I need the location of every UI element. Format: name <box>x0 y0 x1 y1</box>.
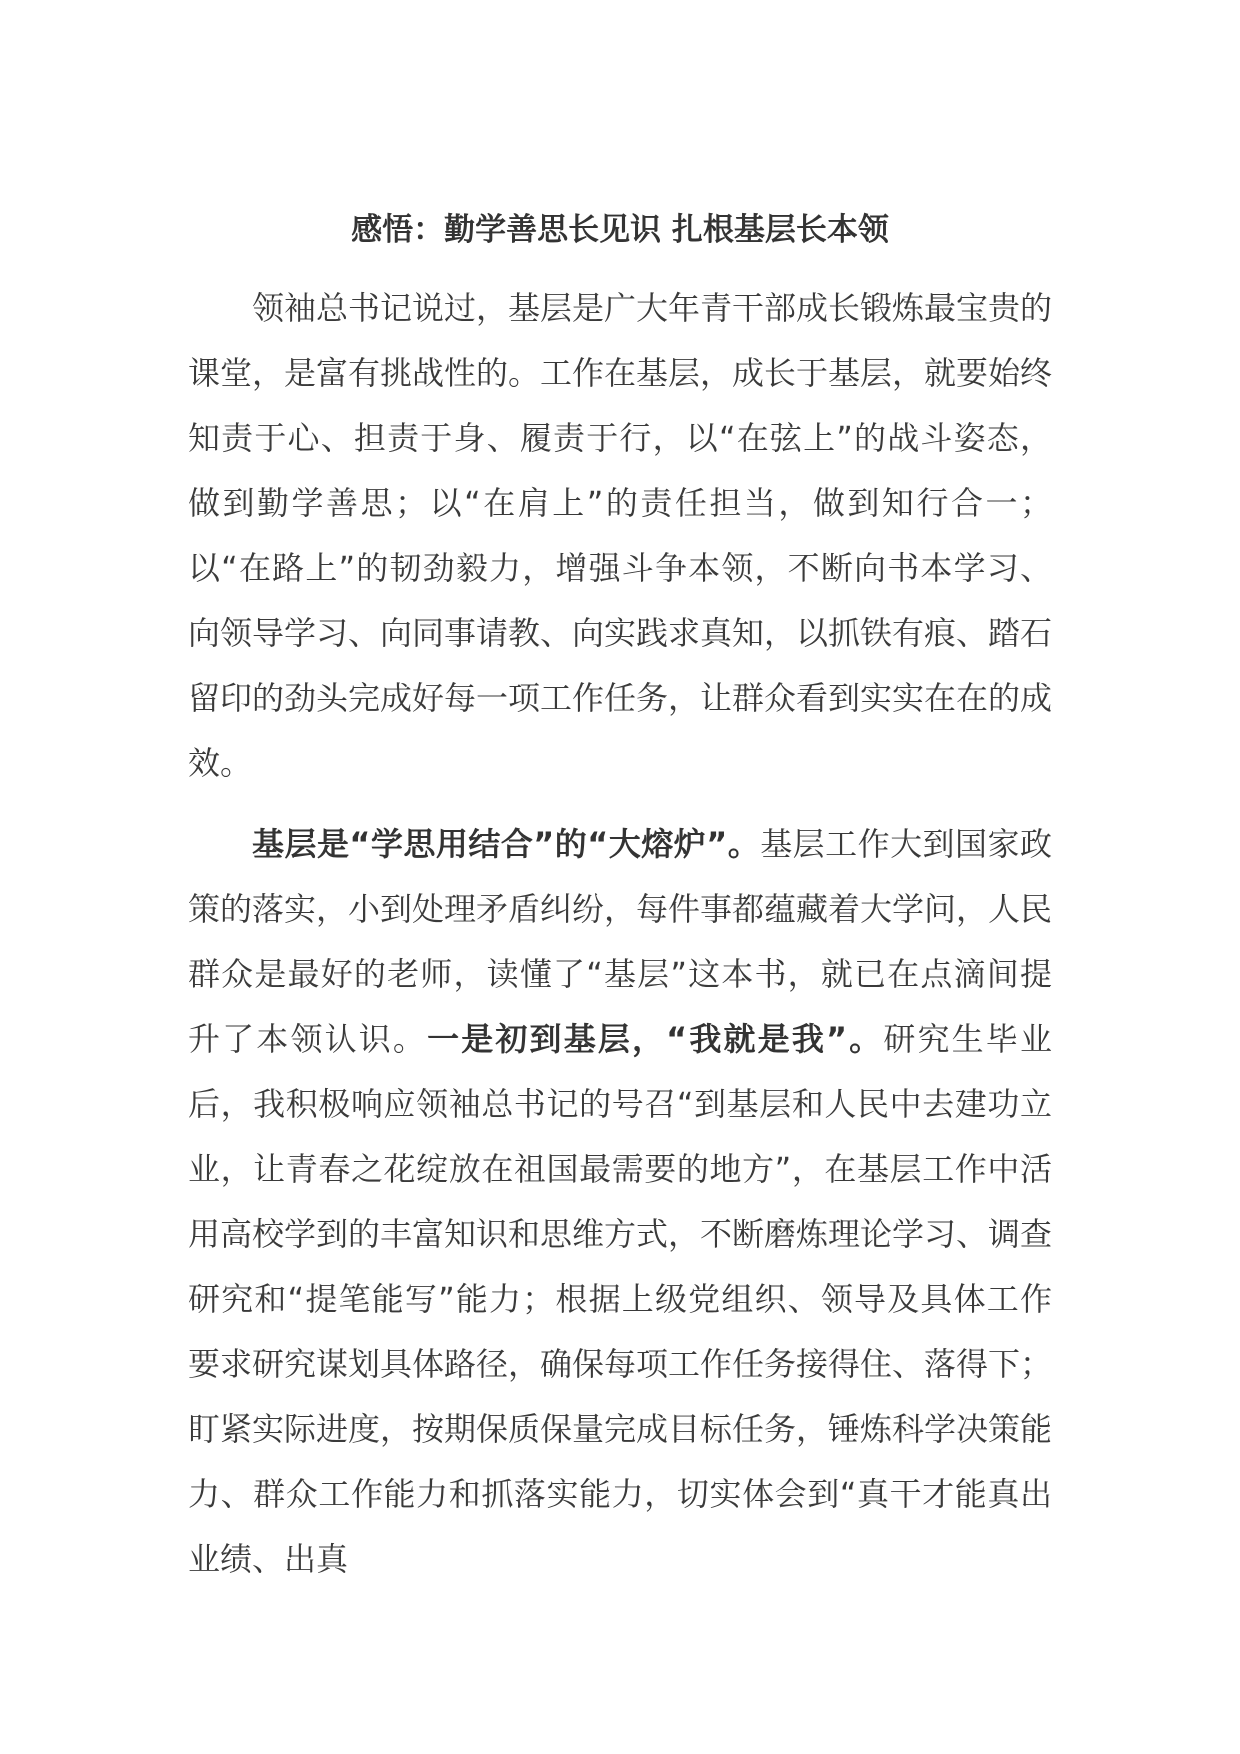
point-heading: 一是初到基层，“我就是我”。 <box>427 1020 884 1058</box>
paragraph-text: 研究生毕业后，我积极响应领袖总书记的号召“到基层和人民中去建功立业，让青春之花绽放在祖国最需要的地方”，在基层工作中活用高校学到的丰富知识和思维方式，不断磨炼理论学习、调查研究和“提笔能写”能力；根据上级党组织、领导及具体工作要求研究谋划具体路径，确保每项工作任务接得住、落得下；盯紧实际进度，按期保质保量完成目标任务，锤炼科学决策能力、群众工作能力和抓落实能力，切实体会到“真干才能真出业绩、出真 <box>188 1020 1053 1578</box>
body-paragraph: 领袖总书记说过，基层是广大年青干部成长锻炼最宝贵的课堂，是富有挑战性的。工作在基层，成长于基层，就要始终知责于心、担责于身、履责于行，以“在弦上”的战斗姿态，做到勤学善思；以“在肩上”的责任担当，做到知行合一；以“在路上”的韧劲毅力，增强斗争本领，不断向书本学习、向领导学习、向同事请教、向实践求真知，以抓铁有痕、踏石留印的劲头完成好每一项工作任务，让群众看到实实在在的成效。 <box>188 289 1053 782</box>
paragraph-text: 基层工作大到国家政策的落实，小到处理矛盾纠纷，每件事都蕴藏着大学问，人民群众是最好的老师，读懂了“基层”这本书，就已在点滴间提升了本领认识。 <box>188 825 1053 1058</box>
paragraph-lead-heading: 基层是“学思用结合”的“大熔炉”。 <box>252 825 761 863</box>
body-paragraph <box>188 812 1052 1592</box>
document-title: 感悟：勤学善思长见识 扎根基层长本领 <box>351 212 889 248</box>
